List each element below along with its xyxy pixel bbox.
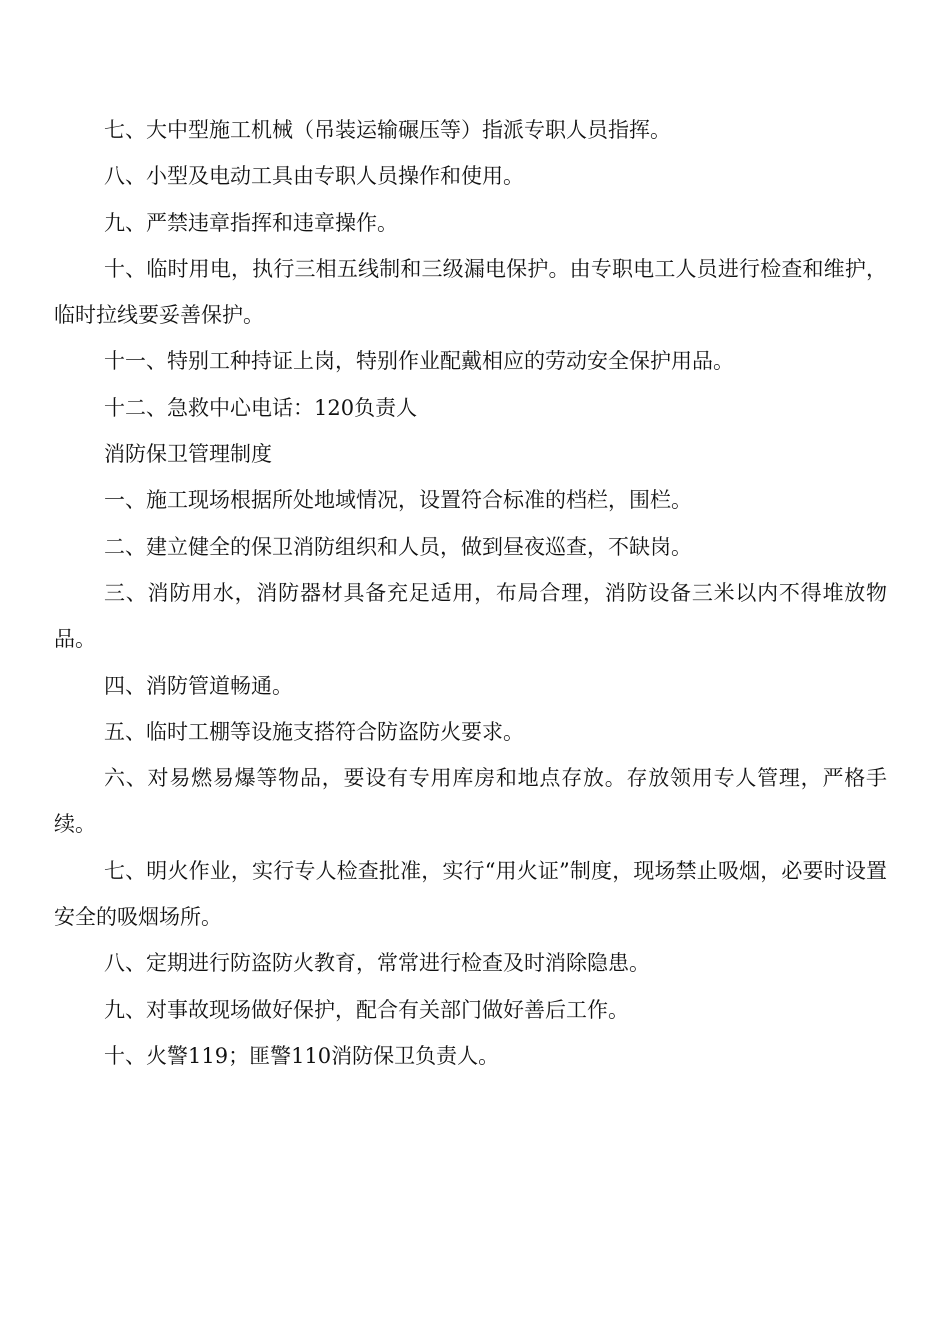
paragraph-2: 八、小型及电动工具由专职人员操作和使用。 (104, 164, 524, 189)
paragraph-12: 五、临时工棚等设施支搭符合防盗防火要求。 (104, 719, 524, 744)
paragraph-3: 九、严禁违章指挥和违章操作。 (104, 210, 398, 235)
paragraph-16: 九、对事故现场做好保护，配合有关部门做好善后工作。 (104, 997, 629, 1022)
paragraph-13: 六、对易燃易爆等物品，要设有专用库房和地点存放。存放领用专人管理，严格手续。 (54, 766, 887, 837)
paragraph-11: 四、消防管道畅通。 (104, 673, 293, 698)
paragraph-15: 八、定期进行防盗防火教育，常常进行检查及时消除隐患。 (104, 951, 650, 976)
paragraph-4: 十、临时用电，执行三相五线制和三级漏电保护。由专职电工人员进行检查和维护，临时拉线要妥善保护。 (54, 256, 887, 328)
section-heading: 消防保卫管理制度 (104, 442, 272, 467)
paragraph-8: 一、施工现场根据所处地域情况，设置符合标准的档栏，围栏。 (104, 488, 692, 513)
paragraph-5: 十一、特别工种持证上岗，特别作业配戴相应的劳动安全保护用品。 (104, 349, 734, 374)
paragraph-17: 十、火警119；匪警110消防保卫负责人。 (104, 1043, 500, 1068)
paragraph-6: 十二、急救中心电话：120负责人 (104, 395, 418, 420)
paragraph-14: 七、明火作业，实行专人检查批准，实行“用火证”制度，现场禁止吸烟，必要时设置安全的吸烟场所。 (54, 858, 887, 930)
paragraph-1: 七、大中型施工机械（吊装运输碾压等）指派专职人员指挥。 (104, 118, 671, 142)
paragraph-9: 二、建立健全的保卫消防组织和人员，做到昼夜巡查，不缺岗。 (104, 534, 692, 559)
document-body (54, 107, 887, 1079)
paragraph-10: 三、消防用水，消防器材具备充足适用，布局合理，消防设备三米以内不得堆放物品。 (54, 580, 887, 652)
